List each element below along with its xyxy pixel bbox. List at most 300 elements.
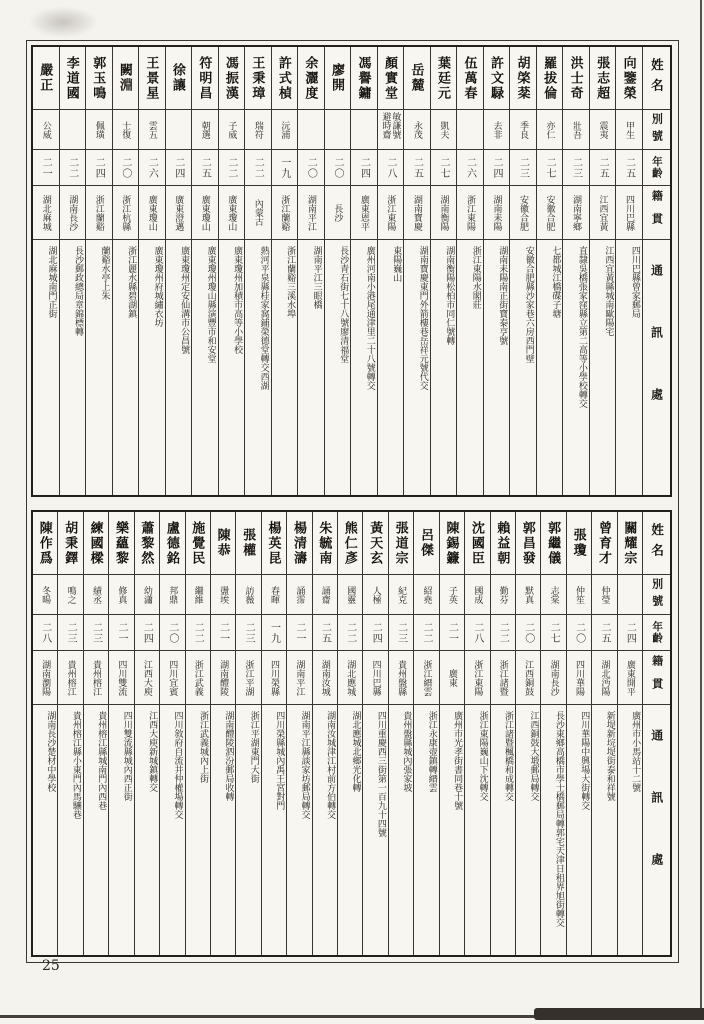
address-cell: 浙江東陽巍山下沈轉交 [465,704,489,955]
name-cell: 王秉璋 [250,55,266,101]
directory-entry-column [566,512,591,955]
alias-cell: 誦霈 [287,574,311,614]
address-cell: 貴州榕江縣城南門內西巷 [84,704,108,955]
name-cell: 郭昌發 [520,520,536,566]
native-place-cell: 浙江東陽 [465,650,489,704]
name-cell: 朱毓南 [317,520,333,566]
alias-cell [298,109,324,149]
age-cell: 二三 [510,149,536,185]
name-cell: 葉廷元 [436,55,451,101]
directory-entry-column [591,512,616,955]
directory-entry-column [312,512,337,955]
directory-entry-column [464,512,489,955]
directory-entry-column [134,512,159,955]
address-cell: 湖南耒陽南正街寶泰亨號 [484,239,510,495]
address-cell: 四川重慶西三街第一百九十四號 [363,704,387,955]
address-cell: 浙江武義城內上街 [186,704,210,955]
directory-entry-column [617,512,642,955]
age-cell: 二四 [166,149,192,185]
directory-entry-column [377,47,404,495]
native-place-cell: 安徽合肥 [537,185,563,239]
age-cell: 二七 [431,149,457,185]
native-place-cell: 四川榮縣 [262,650,286,704]
age-cell: 二一 [440,614,464,650]
name-cell: 楊清濤 [291,520,307,566]
alias-cell: 勤芬 [491,574,515,614]
name-cell: 盧德銘 [164,520,180,566]
native-place-cell: 安徽合肥 [510,185,536,239]
name-cell: 廖開 [329,63,345,93]
directory-entry-column [244,47,271,495]
age-cell: 二八 [33,614,57,650]
address-cell: 江西大庾新城鎮轉交 [135,704,159,955]
alias-cell: 春暉 [262,574,286,614]
directory-entry-column [138,47,165,495]
name-cell: 岳麓 [409,63,425,93]
address-cell: 湖南醴陵泗汾郵局收轉 [211,704,235,955]
directory-entry-column [540,512,565,955]
name-cell: 曾育才 [597,520,612,566]
row-label-alias: 別號 [643,109,670,149]
directory-entry-column [509,47,536,495]
name-cell: 樂蘊黎 [113,520,129,566]
name-cell: 楊英昆 [266,520,282,566]
age-cell: 二六 [457,149,483,185]
directory-entry-column [490,512,515,955]
address-cell: 廣州河南小港尾通津里二十八號轉交 [351,239,377,495]
native-place-cell: 內蒙古 [245,185,271,239]
row-label-age: 年齡 [643,614,670,650]
alias-cell: 士復 [113,109,139,149]
alias-cell: 紹堯 [414,574,438,614]
alias-cell: 朝選 [192,109,218,149]
age-cell: 一九 [262,614,286,650]
alias-cell: 佩璜 [86,109,112,149]
native-place-cell: 四川巴縣 [363,650,387,704]
native-place-cell: 四川巴縣 [616,185,642,239]
alias-cell: 誦齋 [313,574,337,614]
address-cell: 新堤新垸堤街泰和祥號 [592,704,616,955]
native-place-cell: 浙江東陽 [457,185,483,239]
native-place-cell: 湖南耒陽 [484,185,510,239]
page-number: 25 [42,958,60,974]
age-cell: 二一 [33,149,59,185]
alias-cell: 仲笙 [567,574,591,614]
name-cell: 陳恭 [215,528,231,558]
alias-cell: 國靈 [338,574,362,614]
alias-cell: 志棠 [541,574,565,614]
age-cell: 二三 [236,614,260,650]
native-place-cell: 浙江武義 [186,650,210,704]
address-cell: 東陽巍山 [378,239,404,495]
address-cell: 浙江平湖東門大街 [236,704,260,955]
name-cell: 許式楨 [276,55,292,101]
native-place-cell: 湖南長沙 [541,650,565,704]
age-cell: 二四 [351,149,377,185]
row-label-native: 籍貫 [643,185,670,239]
name-cell: 張瓊 [571,528,587,558]
row-label-address: 通訊處 [643,704,670,955]
directory-entry-column [271,47,298,495]
alias-cell: 子英 [440,574,464,614]
directory-entry-column [218,47,245,495]
name-cell: 闕淵 [117,63,133,93]
alias-cell: 季良 [510,109,536,149]
address-cell: 貴州盤縣城內張家坡 [389,704,413,955]
directory-entry-column [362,512,387,955]
directory-entry-column [85,47,112,495]
address-cell: 浙江永康壺鎮轉縉雲 [414,704,438,955]
directory-entry-column [210,512,235,955]
alias-cell: 沅浦 [272,109,298,149]
native-place-cell: 湖南醴陵 [211,650,235,704]
age-cell: 二八 [378,149,404,185]
age-cell: 二一 [211,614,235,650]
age-cell: 二〇 [325,149,351,185]
row-label-column [642,47,670,495]
native-place-cell: 湖北麻城 [33,185,59,239]
native-place-cell: 湖南汝城 [313,650,337,704]
address-cell: 廣東瓊州瓊山縣演豐市和安堂 [192,239,218,495]
alias-cell: 去非 [484,109,510,149]
native-place-cell: 廣東恩平 [351,185,377,239]
age-cell: 二七 [541,614,565,650]
address-cell: 廣州市小馬站十二號 [618,704,642,955]
address-cell: 四川雙流縣城內西正街 [109,704,133,955]
name-cell: 蕭黎然 [139,520,155,566]
native-place-cell: 湖南衡陽 [431,185,457,239]
scan-edge-right [700,0,702,1014]
address-cell: 安徽合肥縣沙家巷六房西門壁 [510,239,536,495]
address-cell: 江西宜黃縣城南歐陽宅 [590,239,616,495]
native-place-cell: 湖南平江 [287,650,311,704]
name-cell: 練國樑 [88,520,104,566]
directory-entry-column [33,47,59,495]
directory-entry-column [615,47,642,495]
native-place-cell: 長沙 [325,185,351,239]
name-cell: 符明昌 [197,55,213,101]
age-cell: 二二 [338,614,362,650]
address-cell: 長沙郵政總局章錦標轉 [60,239,86,495]
name-cell: 關耀宗 [622,520,638,566]
name-cell: 黃天玄 [368,520,384,566]
address-cell: 浙江諸暨楓橋和成轉交 [491,704,515,955]
name-cell: 徐讓 [170,63,186,93]
directory-entry-column [261,512,286,955]
native-place-cell: 湖南寶慶 [404,185,430,239]
age-cell: 二三 [84,614,108,650]
native-place-cell: 浙江蘭谿 [86,185,112,239]
alias-cell: 繼維 [186,574,210,614]
name-cell: 張志超 [595,55,611,101]
address-cell: 四川榮縣城內禹王宮對門 [262,704,286,955]
alias-cell: 國成 [465,574,489,614]
directory-entry-column [337,512,362,955]
address-cell: 江西銅鼓大塅郵局轉交 [516,704,540,955]
age-cell: 二三 [58,614,82,650]
alias-cell: 紀克 [389,574,413,614]
name-cell: 賴益朝 [495,520,511,566]
directory-entry-column [286,512,311,955]
name-cell: 羅拔倫 [542,55,558,101]
native-place-cell: 四川宜賓 [160,650,184,704]
native-place-cell: 湖南長沙 [60,185,86,239]
age-cell: 一九 [272,149,298,185]
row-label-alias: 別號 [643,574,670,614]
alias-cell: 亦仁 [537,109,563,149]
alias-cell: 邦鼎 [160,574,184,614]
age-cell: 二五 [313,614,337,650]
directory-entry-column [439,512,464,955]
native-place-cell: 四川雙流 [109,650,133,704]
name-cell: 王景星 [144,55,160,101]
age-cell: 二二 [245,149,271,185]
name-cell: 張權 [241,528,257,558]
native-place-cell: 湖南平江 [298,185,324,239]
name-cell: 伍萬春 [462,55,478,101]
age-cell: 二一 [109,614,133,650]
address-cell: 浙江麗水縣碧湖鎮 [113,239,139,495]
native-place-cell: 浙江平湖 [236,650,260,704]
directory-entry-column [235,512,260,955]
alias-cell: 甲生 [616,109,642,149]
scan-smudge [28,6,98,38]
native-place-cell: 江西宜黃 [590,185,616,239]
age-cell: 二二 [60,149,86,185]
directory-entry-column [562,47,589,495]
alias-cell: 子威 [219,109,245,149]
directory-entry-column [456,47,483,495]
address-cell: 貴州榕江縣小東門內馬驤巷 [58,704,82,955]
directory-entry-column [350,47,377,495]
name-cell: 施覺民 [190,520,206,566]
native-place-cell: 浙江蘭谿 [272,185,298,239]
address-cell: 湖南衡陽松柏市同仁號轉 [431,239,457,495]
row-label-native: 籍貫 [643,650,670,704]
row-label-column [642,512,670,955]
name-cell: 嚴正 [38,63,54,93]
row-label-name: 姓名 [649,522,664,564]
directory-entry-column [108,512,133,955]
name-cell: 馮譽鏞 [356,55,372,101]
directory-entry-column [33,512,57,955]
address-cell: 七都城江橋碟子塘 [537,239,563,495]
directory-entry-column [536,47,563,495]
age-cell: 二二 [186,614,210,650]
directory-entry-column [57,512,82,955]
directory-entry-column [324,47,351,495]
alias-cell [351,109,377,149]
alias-cell: 凱夫 [431,109,457,149]
age-cell: 二五 [192,149,218,185]
native-place-cell: 江西大庾 [135,650,159,704]
age-cell: 二〇 [516,614,540,650]
name-cell: 向鑒榮 [621,55,637,101]
alias-cell: 默真 [516,574,540,614]
directory-entry-column [191,47,218,495]
alias-cell [618,574,642,614]
native-place-cell: 四川華陽 [567,650,591,704]
directory-entry-column [403,47,430,495]
name-cell: 李道國 [64,55,80,101]
directory-entry-column [112,47,139,495]
alias-cell: 幼瀟 [135,574,159,614]
directory-entry-column [515,512,540,955]
name-cell: 陳錫鐮 [444,520,460,566]
native-place-cell: 浙江杭縣 [113,185,139,239]
name-cell: 許文騄 [489,55,505,101]
name-cell: 胡棨棻 [515,55,531,101]
alias-cell: 瑞符 [245,109,271,149]
native-place-cell: 湖南寧鄉 [563,185,589,239]
native-place-cell: 廣東瓊山 [219,185,245,239]
row-label-age: 年齡 [643,149,670,185]
directory-entry-column [83,512,108,955]
native-place-cell: 廣東 [440,650,464,704]
alias-cell: 人極 [363,574,387,614]
age-cell: 二一 [287,614,311,650]
native-place-cell: 貴州盤縣 [389,650,413,704]
address-cell: 四川巴縣曾家郵局 [616,239,642,495]
name-cell: 顏實堂 [382,55,398,101]
age-cell: 二六 [139,149,165,185]
directory-table-top [31,45,672,497]
age-cell: 二〇 [567,614,591,650]
directory-entry-column [59,47,86,495]
address-cell: 蘭谿水亭上朱 [86,239,112,495]
row-label-address: 通訊處 [643,239,670,495]
address-cell: 四川敘府自流井仲權場轉交 [160,704,184,955]
name-cell: 馮振漢 [223,55,239,101]
age-cell: 二四 [484,149,510,185]
address-cell: 長沙青石街七十八號廖清福堂 [325,239,351,495]
alias-cell: 冬暘 [33,574,57,614]
age-cell: 二四 [135,614,159,650]
address-cell: 廣東瓊州定安仙溝市公昌號 [166,239,192,495]
address-cell: 浙江東陽水閣莊 [457,239,483,495]
row-label-name: 姓名 [649,57,664,99]
age-cell: 二八 [465,614,489,650]
alias-cell: 公威 [33,109,59,149]
alias-cell: 訪薇 [236,574,260,614]
directory-entry-column [413,512,438,955]
name-cell: 陳作爲 [37,520,53,566]
age-cell: 二七 [537,149,563,185]
directory-entry-column [165,47,192,495]
alias-cell [166,109,192,149]
alias-cell: 震夷 [590,109,616,149]
native-place-cell: 貴州榕江 [84,650,108,704]
alias-cell: 敏謙號避時齋 [378,109,404,149]
name-cell: 胡秉鐸 [63,520,79,566]
alias-cell: 雲五 [139,109,165,149]
name-cell: 沈國臣 [469,520,485,566]
age-cell: 二五 [616,149,642,185]
alias-cell: 修真 [109,574,133,614]
native-place-cell: 貴州榕江 [58,650,82,704]
native-place-cell: 浙江東陽 [378,185,404,239]
alias-cell: 盪埃 [211,574,235,614]
address-cell: 浙江蘭谿三溪水埠 [272,239,298,495]
address-cell: 湖南平江三眼橋 [298,239,324,495]
address-cell: 湖南長沙楚材中學校 [33,704,57,955]
age-cell: 二二 [491,614,515,650]
native-place-cell: 湖北應城 [338,650,362,704]
scan-corner-blob [534,1008,704,1020]
name-cell: 洪士奇 [568,55,584,101]
native-place-cell: 浙江縉雲 [414,650,438,704]
age-cell: 二二 [219,149,245,185]
age-cell: 二四 [618,614,642,650]
age-cell: 二五 [592,614,616,650]
name-cell: 郭繼儀 [546,520,562,566]
age-cell: 二〇 [113,149,139,185]
address-cell: 直隸吳橋張家窪縣立第二高等小學校轉交 [563,239,589,495]
address-cell: 長沙東鄉高橋市學士橋郵局轉郭宅天津日租界旭街轉交 [541,704,565,955]
directory-entry-column [589,47,616,495]
directory-entry-column [159,512,184,955]
directory-entry-column [483,47,510,495]
address-cell: 熱河平泉縣桂家窩鋪榮德堂轉交西湖 [245,239,271,495]
age-cell: 二〇 [160,614,184,650]
address-cell: 廣東瓊州府城繡衣坊 [139,239,165,495]
name-cell: 熊仁彥 [342,520,358,566]
address-cell: 湖南平江縣談家坊郵局轉交 [287,704,311,955]
age-cell: 二四 [86,149,112,185]
age-cell: 二二 [414,614,438,650]
address-cell: 廣東瓊州加積市高等小學校 [219,239,245,495]
alias-cell [457,109,483,149]
alias-cell: 鳴之 [58,574,82,614]
name-cell: 郭玉鳴 [91,55,107,101]
age-cell: 二〇 [298,149,324,185]
directory-entry-column [185,512,210,955]
directory-entry-column [297,47,324,495]
address-cell: 湖北應城北鄉光化轉 [338,704,362,955]
alias-cell [325,109,351,149]
address-cell: 廣州市光孝街書同巷十號 [440,704,464,955]
native-place-cell: 廣東開平 [618,650,642,704]
alias-cell: 仲瑩 [592,574,616,614]
name-cell: 余灑度 [303,55,319,101]
age-cell: 二四 [363,614,387,650]
address-cell: 四川華陽中興場大街轉交 [567,704,591,955]
address-cell: 湖南寶慶東門外箭樓巷岳祥元號代交 [404,239,430,495]
directory-table-bottom [31,510,672,957]
native-place-cell: 廣東瓊山 [192,185,218,239]
age-cell: 二五 [404,149,430,185]
directory-entry-column [430,47,457,495]
address-cell: 湖北麻城南門正街 [33,239,59,495]
native-place-cell: 湖南瀏陽 [33,650,57,704]
age-cell: 二五 [590,149,616,185]
age-cell: 二三 [389,614,413,650]
address-cell: 湖南汝城津江村前方伯轉交 [313,704,337,955]
alias-cell: 績丞 [84,574,108,614]
directory-entry-column [388,512,413,955]
alias-cell: 永茂 [404,109,430,149]
native-place-cell: 廣東瓊山 [139,185,165,239]
native-place-cell: 浙江諸暨 [491,650,515,704]
age-cell: 二三 [563,149,589,185]
native-place-cell: 廣東澄邁 [166,185,192,239]
alias-cell: 壯吾 [563,109,589,149]
native-place-cell: 湖北沔陽 [592,650,616,704]
alias-cell [60,109,86,149]
name-cell: 張道宗 [393,520,409,566]
native-place-cell: 江西銅鼓 [516,650,540,704]
name-cell: 呂傑 [419,528,435,558]
